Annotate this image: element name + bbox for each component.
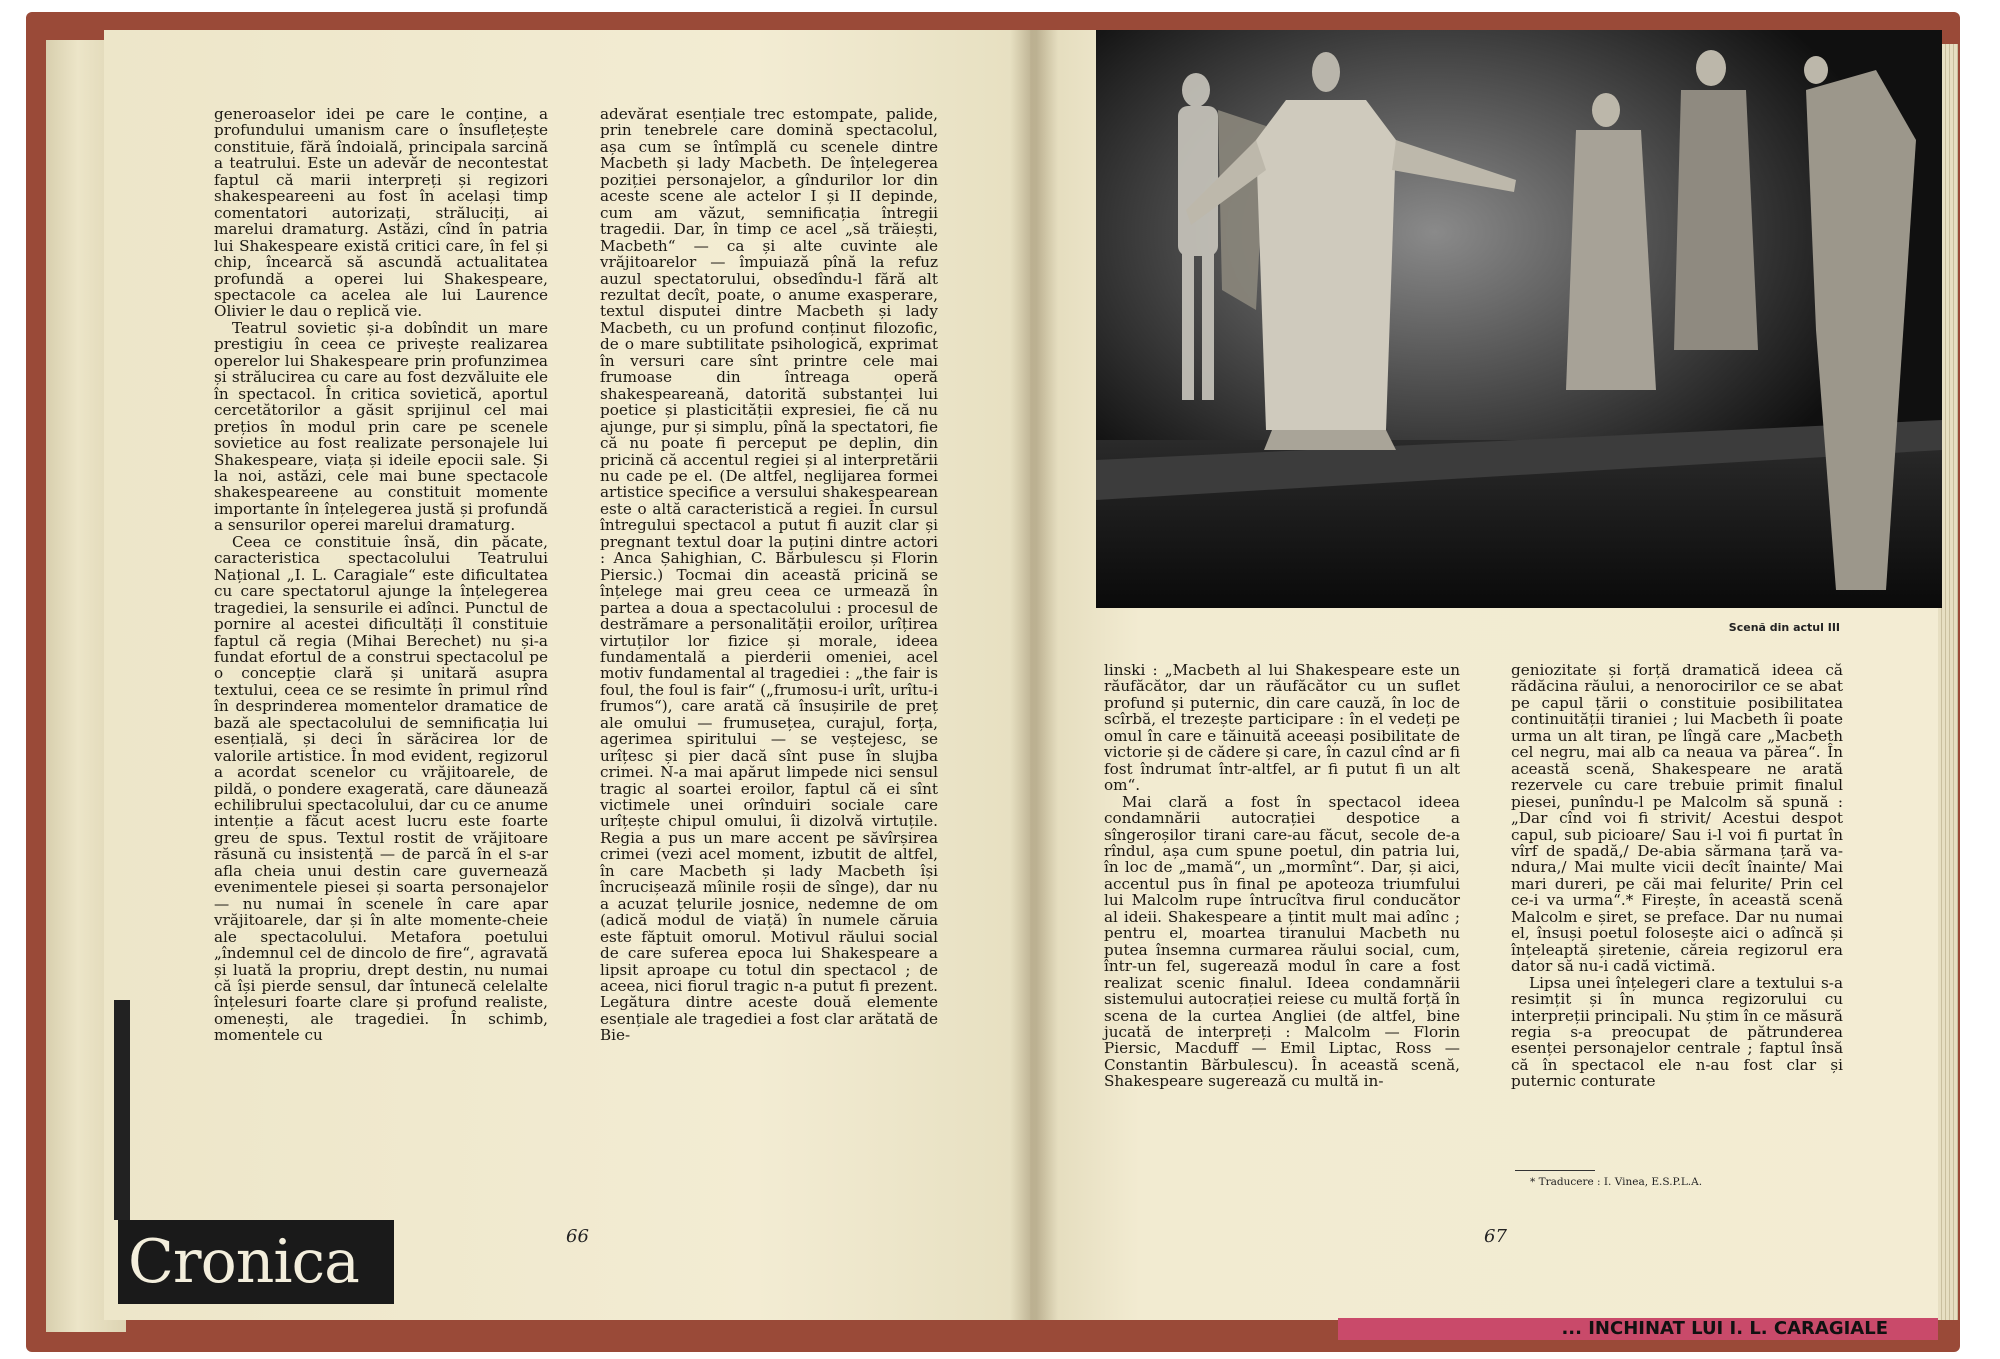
right-column-1 [1104,662,1460,1090]
bottom-banner: ... INCHINAT LUI I. L. CARAGIALE [1338,1318,1938,1340]
section-side-strip [114,1000,130,1220]
left-column-2 [600,106,938,1044]
stage-scene-illustration [1096,30,1942,608]
paragraph: generoaselor idei pe care le conține, a profundului umanism care o însuflețește constituie, fără îndoială, principala sarcină a teatrului. Este un adevăr de necontestat faptul că marii interpreți și regizori shakespeareeni au fost în același timp comentatori autorizați, străluciți, ai marelui dramaturg. Astăzi, cînd în patria lui Shakespeare există critici care, în fel și chip, încearcă să ascundă actualitatea profundă a operei lui Shakespeare, spectacole ca acelea ale lui Laurence Olivier le dau o replică vie. [214,105,548,321]
paragraph: geniozitate și forță dramatică ideea că rădăcina răului, a nenorocirilor ce se abat pe capul țării o constituie posibilitatea continuității tiraniei ; lui Macbeth îi poate urma un alt tiran, pe lîngă care „Macbeth cel negru, mai alb ca neaua va părea“. În această scenă, Shakespeare ne arată rezervele cu care trebuie primit finalul piesei, punîndu-l pe Malcolm să spună : „Dar cînd voi fi strivit/ Acestui despot capul, sub picioare/ Sau i-l voi fi purtat în vîrf de spadă,/ De-abia sărmana țară va-ndura,/ Mai multe vicii decît înainte/ Mai mari dureri, pe căi mai felurite/ Prin cel ce-i va urma“.* Firește, în această scenă Malcolm e șiret, se preface. Dar nu numai el, însuși poetul folosește aici o adîncă și înțeleaptă șiretenie, căreia regizorul era dator să nu-i cadă victimă. [1511,661,1843,976]
stage-photo [1096,30,1942,608]
paragraph: Mai clară a fost în spectacol ideea condamnării autocrației despotice a sîngeroșilor tirani care-au făcut, secole de-a rîndul, așa cum spune poetul, din patria lui, în loc de „mamă“, un „mormînt“. Dar, și aici, accentul pus în final pe apoteoza triumfului lui Malcolm rupe întrucîtva firul conducător al ideii. Shakespeare a țintit mult mai adînc ; pentru el, moartea tiranului Macbeth nu putea însemna curmarea răului social, cum, într-un fel, sugerează modul în care a fost realizat scenic finalul. Ideea condamnării sistemului autocrației reiese cu multă forță în scena de la curtea Angliei (de altfel, bine jucată de interpreți : Malcolm — Florin Piersic, Macduff — Emil Liptac, Ross — Constantin Bărbulescu). În această scenă, Shakespeare sugerează cu multă in- [1104,792,1460,1091]
book-gutter [1010,30,1058,1320]
left-column-1 [214,106,548,1044]
section-tag-cronica: Cronica [118,1220,394,1304]
paragraph: Ceea ce constituie însă, din păcate, caracteristica spectacolului Teatrului Național „I. L. Caragiale“ este dificultatea cu care spectatorul ajunge la înțelegerea tragediei, la sensurile ei adînci. Punctul de pornire al acestei dificultăți îl constituie faptul că regia (Mihai Berechet) nu și-a fundat efortul de a construi spectacolul pe o concepție clară și unitară asupra textului, ceea ce se resimte în primul rînd în desprinderea momentelor dramatice de bază ale spectacolului de semnificația lui esențială, și deci în sărăcirea lor de valorile artistice. În mod evident, regizorul a acordat scenelor cu vrăjitoarele, de pildă, o pondere exagerată, care dăunează echilibrului spectacolului, dar cu ce anume intenție a făcut acest lucru este foarte greu de spus. Textul rostit de vrăjitoare răsună cu insistență — de parcă în el s-ar afla cheia unui destin care guvernează evenimentele piesei și soarta personajelor — nu numai în scenele în care apar vrăjitoarele, dar și în alte momente-cheie ale spectacolului. Metafora poetului „îndemnul cel de dincolo de fire“, agravată și luată la propriu, drept destin, nu numai că își pierde sensul, dar întunecă celelalte înțelesuri foarte clare și profund realiste, omenești, ale tragediei. În schimb, momentele cu [214,532,548,1045]
paragraph: adevărat esențiale trec estompate, palide, prin tenebrele care domină spectacolul, așa cum se întîmplă cu scenele dintre Macbeth și lady Macbeth. De înțelegerea poziției personajelor, a gîndurilor lor din aceste scene ale actelor I și II depinde, cum am văzut, semnificația întregii tragedii. Dar, în timp ce acel „să trăiești, Macbeth“ — ca și alte cuvinte ale vrăjitoarelor — împuiază pînă la refuz auzul spectatorului, obsedîndu-l fără alt rezultat decît, poate, o anume exasperare, textul disputei dintre Macbeth și lady Macbeth, cu un profund conținut filozofic, de o mare subtilitate psihologică, exprimat în versuri care sînt printre cele mai frumoase din întreaga operă shakespeareană, datorită substanței lui poetice și plasticității expresiei, fie că nu ajunge, pur și simplu, pînă la spectatori, fie că nu poate fi perceput pe deplin, din pricină că accentul regiei și al interpretării nu cade pe el. (De altfel, neglijarea formei artistice specifice a versului shakespearean este o altă caracteristică a regiei. În cursul întregului spectacol a putut fi auzit clar și pregnant textul doar la puțini dintre actori : Anca Șahighian, C. Bărbulescu și Florin Piersic.) Tocmai din această pricină se înțelege mai greu ceea ce urmează în partea a doua a spectacolului : procesul de destrămare a personalității eroilor, urîțirea virtuților lor fizice și morale, ideea fundamentală a pierderii omeniei, acel motiv fundamental al tragediei : „the fair is foul, the foul is fair“ („frumosu-i urît, urîtu-i frumos“), care arată că însușirile de preț ale omului — frumusețea, curajul, forța, agerimea spiritului — se veștejesc, se urîțesc și pier dacă sînt puse în slujba crimei. N-a mai apărut limpede nici sensul tragic al soartei eroilor, faptul că ei sînt victimele unei orînduiri sociale care urîțește chipul omului, îi dizolvă virtuțile. Regia a pus un mare accent pe săvîrșirea crimei (vezi acel moment, izbutit de altfel, în care Macbeth și lady Macbeth își încrucișează mîinile roșii de sînge), dar nu a acuzat țelurile josnice, nedemne de om (adică modul de viață) în numele căruia este făptuit omorul. Motivul răului social de care suferea epoca lui Shakespeare a lipsit aproape cu totul din spectacol ; de aceea, nici fiorul tragic n-a putut fi prezent. Legătura dintre aceste două elemente esențiale ale tragediei a fost clar arătată de Bie- [600,105,938,1045]
right-column-2 [1511,662,1843,1090]
paragraph: Lipsa unei înțelegeri clare a textului s-a resimțit și în munca regizorului cu interpreții principali. Nu știm în ce măsură regia s-a preocupat de pătrunderea esenței personajelor centrale ; faptul însă că în spectacol ele n-au fost clar și puternic conturate [1511,973,1843,1091]
paragraph: linski : „Macbeth al lui Shakespeare este un răufăcător, dar un răufăcător cu un suflet profund și puternic, din care cauză, în loc de scîrbă, el trezește participare : în el vedeți pe omul în care e tăinuită aceeași posibilitate de victorie și de cădere și care, în cazul cînd ar fi fost îndrumat într-altfel, ar fi putut fi un alt om“. [1104,661,1460,795]
footnote: * Traducere : I. Vinea, E.S.P.L.A. [1530,1176,1703,1188]
paragraph: Teatrul sovietic și-a dobîndit un mare prestigiu în ceea ce privește realizarea operelor lui Shakespeare prin profunzimea și strălucirea cu care au fost dezvăluite ele în spectacol. În critica sovietică, aportul cercetătorilor a găsit sprijinul cel mai prețios în modul prin care pe scenele sovietice au fost realizate personajele lui Shakespeare, viața și ideile epocii sale. Și la noi, astăzi, cele mai bune spectacole shakespeareene au constituit momente importante în înțelegerea justă și profundă a sensurilor operei marelui dramaturg. [214,318,548,535]
photo-caption: Scenă din actul III [1728,621,1840,634]
page-number-left: 66 [566,1226,589,1247]
page-number-right: 67 [1484,1226,1507,1247]
footnote-rule [1515,1170,1595,1171]
